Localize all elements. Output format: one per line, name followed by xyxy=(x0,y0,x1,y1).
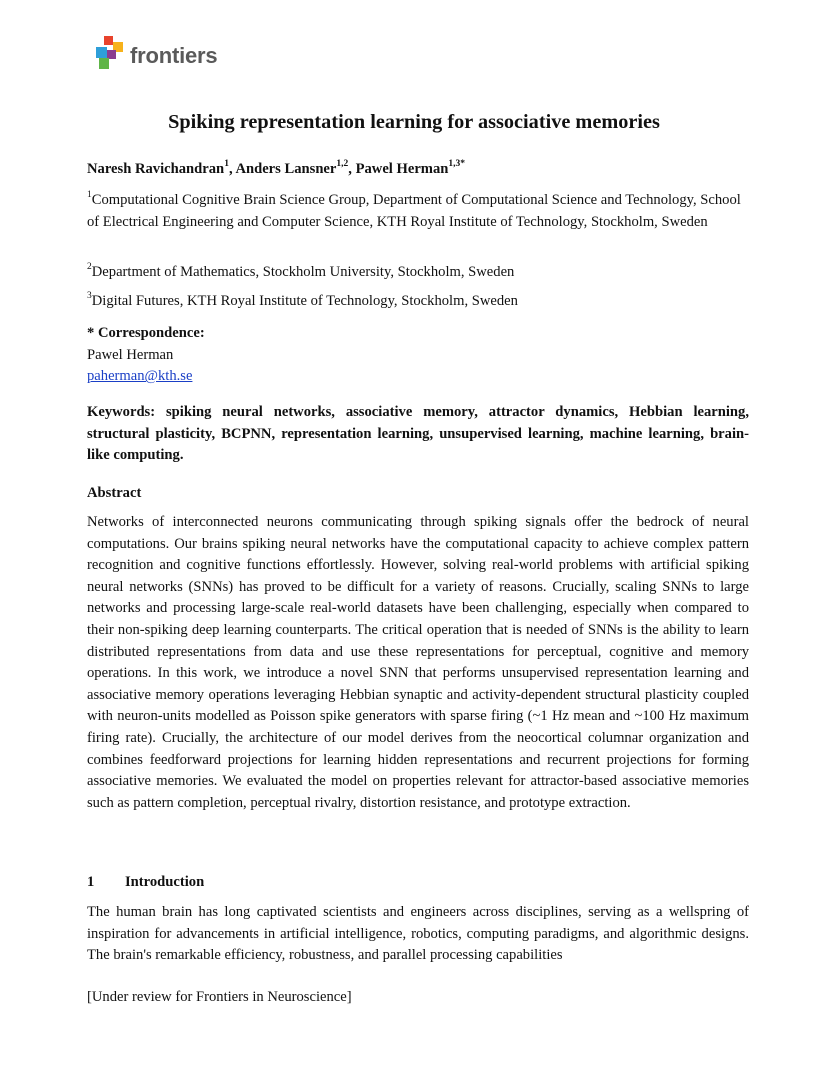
frontiers-logo xyxy=(96,35,217,71)
keywords: Keywords: spiking neural networks, associative memory, attractor dynamics, Hebbian learning, structural plasticity, BCPNN, representation learning, unsupervised learning, machine learning, brain-like computing. xyxy=(87,404,749,464)
author-affiliation-marker: 1,2 xyxy=(336,159,349,170)
page-footer: [Under review for Frontiers in Neuroscience] xyxy=(87,989,352,1005)
author-separator: , xyxy=(228,161,236,177)
affiliation-marker: 2 xyxy=(87,262,92,273)
affiliation-text: Computational Cognitive Brain Science Group, Department of Computational Science and Technology, School of Electrical Engineering and Computer Science, KTH Royal Institute of Technology, Stockholm, Sweden xyxy=(87,192,741,230)
affiliation-3 xyxy=(87,291,747,313)
author-name: Naresh Ravichandran xyxy=(87,161,225,177)
affiliation-1 xyxy=(87,190,747,233)
author-affiliation-marker: 1,3* xyxy=(448,159,465,170)
author-list xyxy=(87,159,465,179)
paper-title: Spiking representation learning for associative memories xyxy=(168,111,660,133)
affiliation-text: Department of Mathematics, Stockholm University, Stockholm, Sweden xyxy=(91,264,515,280)
affiliation-marker: 3 xyxy=(87,291,92,302)
correspondence-email-link[interactable]: paherman@kth.se xyxy=(87,368,193,385)
frontiers-logo-icon xyxy=(96,36,128,70)
affiliation-2 xyxy=(87,262,747,284)
section-title: Introduction xyxy=(125,874,205,890)
author-affiliation-marker: 1 xyxy=(224,159,229,170)
section-number: 1 xyxy=(87,874,95,890)
introduction-text: The human brain has long captivated scientists and engineers across disciplines, serving as a wellspring of inspiration for advancements in artificial intelligence, robotics, computing paradigms, and algorithmic designs. The brain's remarkable efficiency, robustness, and parallel processing capabilities xyxy=(87,904,749,964)
abstract-heading: Abstract xyxy=(87,485,142,501)
author-name: Anders Lansner xyxy=(235,161,337,177)
logo-text: frontiers xyxy=(130,43,218,68)
affiliation-marker: 1 xyxy=(87,190,92,201)
correspondence-block xyxy=(87,323,205,388)
author-separator: , xyxy=(348,161,356,177)
section-heading xyxy=(87,872,204,892)
abstract-text: Networks of interconnected neurons communicating through spiking signals offer the bedrock of neural computations. Our brains spiking neural networks have the computational capacity to achieve complex pattern recognition and cognitive functions effortlessly. However, solving real-world problems with artificial spiking neural networks (SNNs) has proved to be difficult for a variety of reasons. Crucially, scaling SNNs to large networks and processing large-scale real-world datasets have been challenging, especially when compared to their non-spiking deep learning counterparts. The critical operation that is needed of SNNs is the ability to learn distributed representations from data and use these representations for perceptual, cognitive and memory operations. In this work, we introduce a novel SNN that performs unsupervised representation learning and associative memory operations leveraging Hebbian synaptic and activity-dependent structural plasticity coupled with neuron-units modelled as Poisson spike generators with sparse firing (~1 Hz mean and ~100 Hz maximum firing rate). Crucially, the architecture of our model derives from the neocortical columnar organization and combines feedforward projections for learning hidden representations and recurrent projections for forming associative memories. We evaluated the model on properties relevant for attractor-based associative memories such as pattern completion, perceptual rivalry, distortion resistance, and prototype extraction. xyxy=(87,514,749,811)
correspondence-label: * Correspondence: xyxy=(87,325,205,341)
affiliation-text: Digital Futures, KTH Royal Institute of Technology, Stockholm, Sweden xyxy=(91,293,518,309)
author-name: Pawel Herman xyxy=(355,161,449,177)
correspondence-name: Pawel Herman xyxy=(87,346,174,363)
